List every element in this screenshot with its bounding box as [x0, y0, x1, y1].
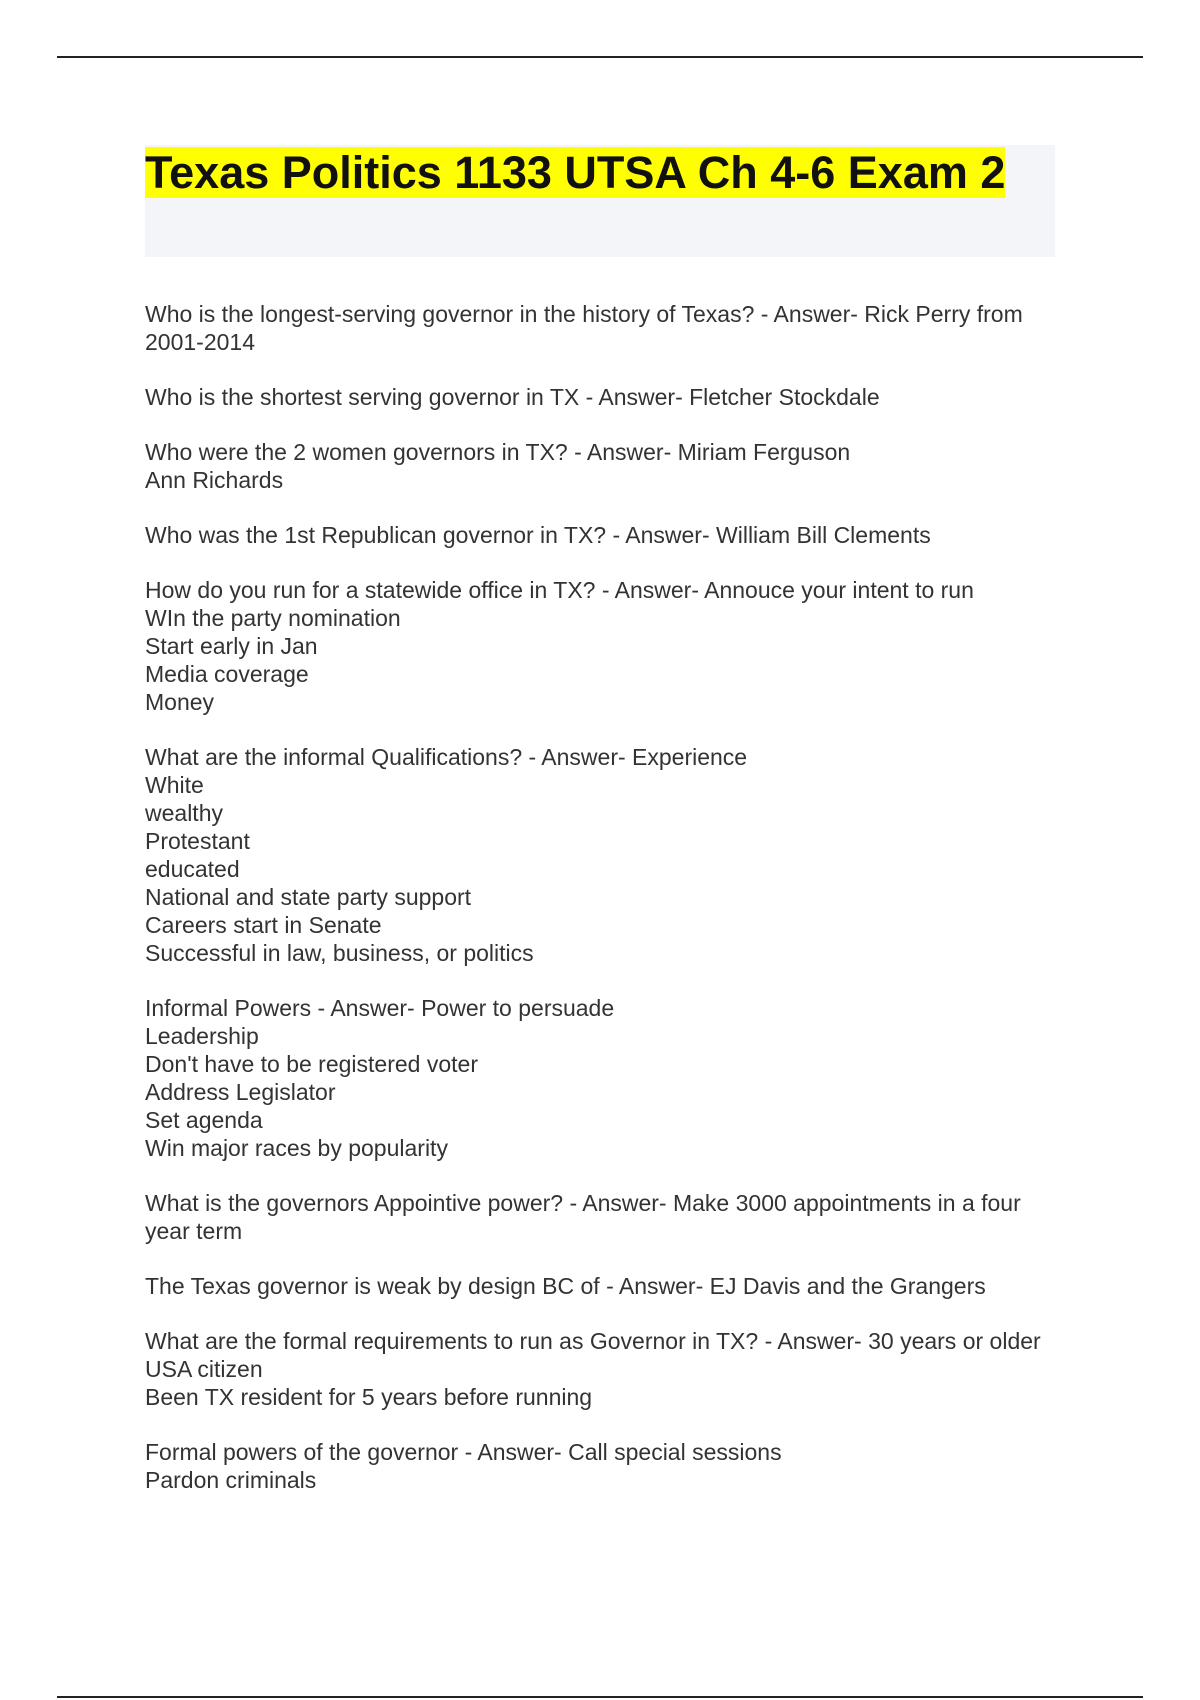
qa-question-answer-line: How do you run for a statewide office in TX? - Answer- Annouce your intent to run: [145, 577, 974, 603]
qa-question-answer-line: What are the formal requirements to run as Governor in TX? - Answer- 30 years or older: [145, 1328, 1041, 1354]
qa-entry: [145, 576, 1065, 716]
qa-answer-line: Set agenda: [145, 1107, 263, 1133]
qa-answer-line: WIn the party nomination: [145, 605, 401, 631]
qa-entry: [145, 521, 1065, 549]
qa-question-answer-line: Who was the 1st Republican governor in TX? - Answer- William Bill Clements: [145, 522, 931, 548]
qa-question-answer-line: Who is the longest-serving governor in the history of Texas? - Answer- Rick Perry from 2001-2014: [145, 301, 1030, 355]
qa-entry: [145, 438, 1065, 494]
qa-answer-line: Money: [145, 689, 215, 715]
qa-entry: [145, 383, 1065, 411]
qa-question-answer-line: What are the informal Qualifications? - Answer- Experience: [145, 744, 748, 770]
qa-answer-line: Win major races by popularity: [145, 1135, 448, 1161]
qa-entry: [145, 300, 1065, 356]
qa-answer-line: Pardon criminals: [145, 1467, 317, 1493]
qa-question-answer-line: Informal Powers - Answer- Power to persuade: [145, 995, 615, 1021]
qa-answer-line: Address Legislator: [145, 1079, 336, 1105]
qa-answer-line: Start early in Jan: [145, 633, 318, 659]
qa-list: [145, 300, 1065, 1521]
qa-entry: [145, 1272, 1065, 1300]
qa-answer-line: Don't have to be registered voter: [145, 1051, 478, 1077]
title-highlight: Texas Politics 1133 UTSA Ch 4-6 Exam 2: [145, 147, 1006, 198]
qa-answer-line: White: [145, 772, 204, 798]
qa-question-answer-line: The Texas governor is weak by design BC of - Answer- EJ Davis and the Grangers: [145, 1273, 986, 1299]
qa-answer-line: Media coverage: [145, 661, 309, 687]
qa-answer-line: wealthy: [145, 800, 223, 826]
qa-answer-line: Ann Richards: [145, 467, 284, 493]
qa-answer-line: USA citizen: [145, 1356, 263, 1382]
qa-answer-line: Been TX resident for 5 years before running: [145, 1384, 593, 1410]
qa-answer-line: Protestant: [145, 828, 250, 854]
qa-question-answer-line: What is the governors Appointive power? - Answer- Make 3000 appointments in a four year term: [145, 1190, 1028, 1244]
qa-entry: [145, 1189, 1065, 1245]
qa-answer-line: Successful in law, business, or politics: [145, 940, 534, 966]
qa-question-answer-line: Formal powers of the governor - Answer- Call special sessions: [145, 1439, 782, 1465]
qa-entry: [145, 1327, 1065, 1411]
top-rule: [57, 56, 1143, 58]
document-title: [145, 145, 1045, 201]
qa-answer-line: Leadership: [145, 1023, 259, 1049]
qa-entry: [145, 743, 1065, 967]
qa-question-answer-line: Who is the shortest serving governor in TX - Answer- Fletcher Stockdale: [145, 384, 880, 410]
qa-answer-line: educated: [145, 856, 240, 882]
qa-question-answer-line: Who were the 2 women governors in TX? - Answer- Miriam Ferguson: [145, 439, 851, 465]
qa-answer-line: Careers start in Senate: [145, 912, 382, 938]
bottom-rule: [57, 1696, 1143, 1698]
qa-entry: [145, 1438, 1065, 1494]
qa-entry: [145, 994, 1065, 1162]
qa-answer-line: National and state party support: [145, 884, 472, 910]
